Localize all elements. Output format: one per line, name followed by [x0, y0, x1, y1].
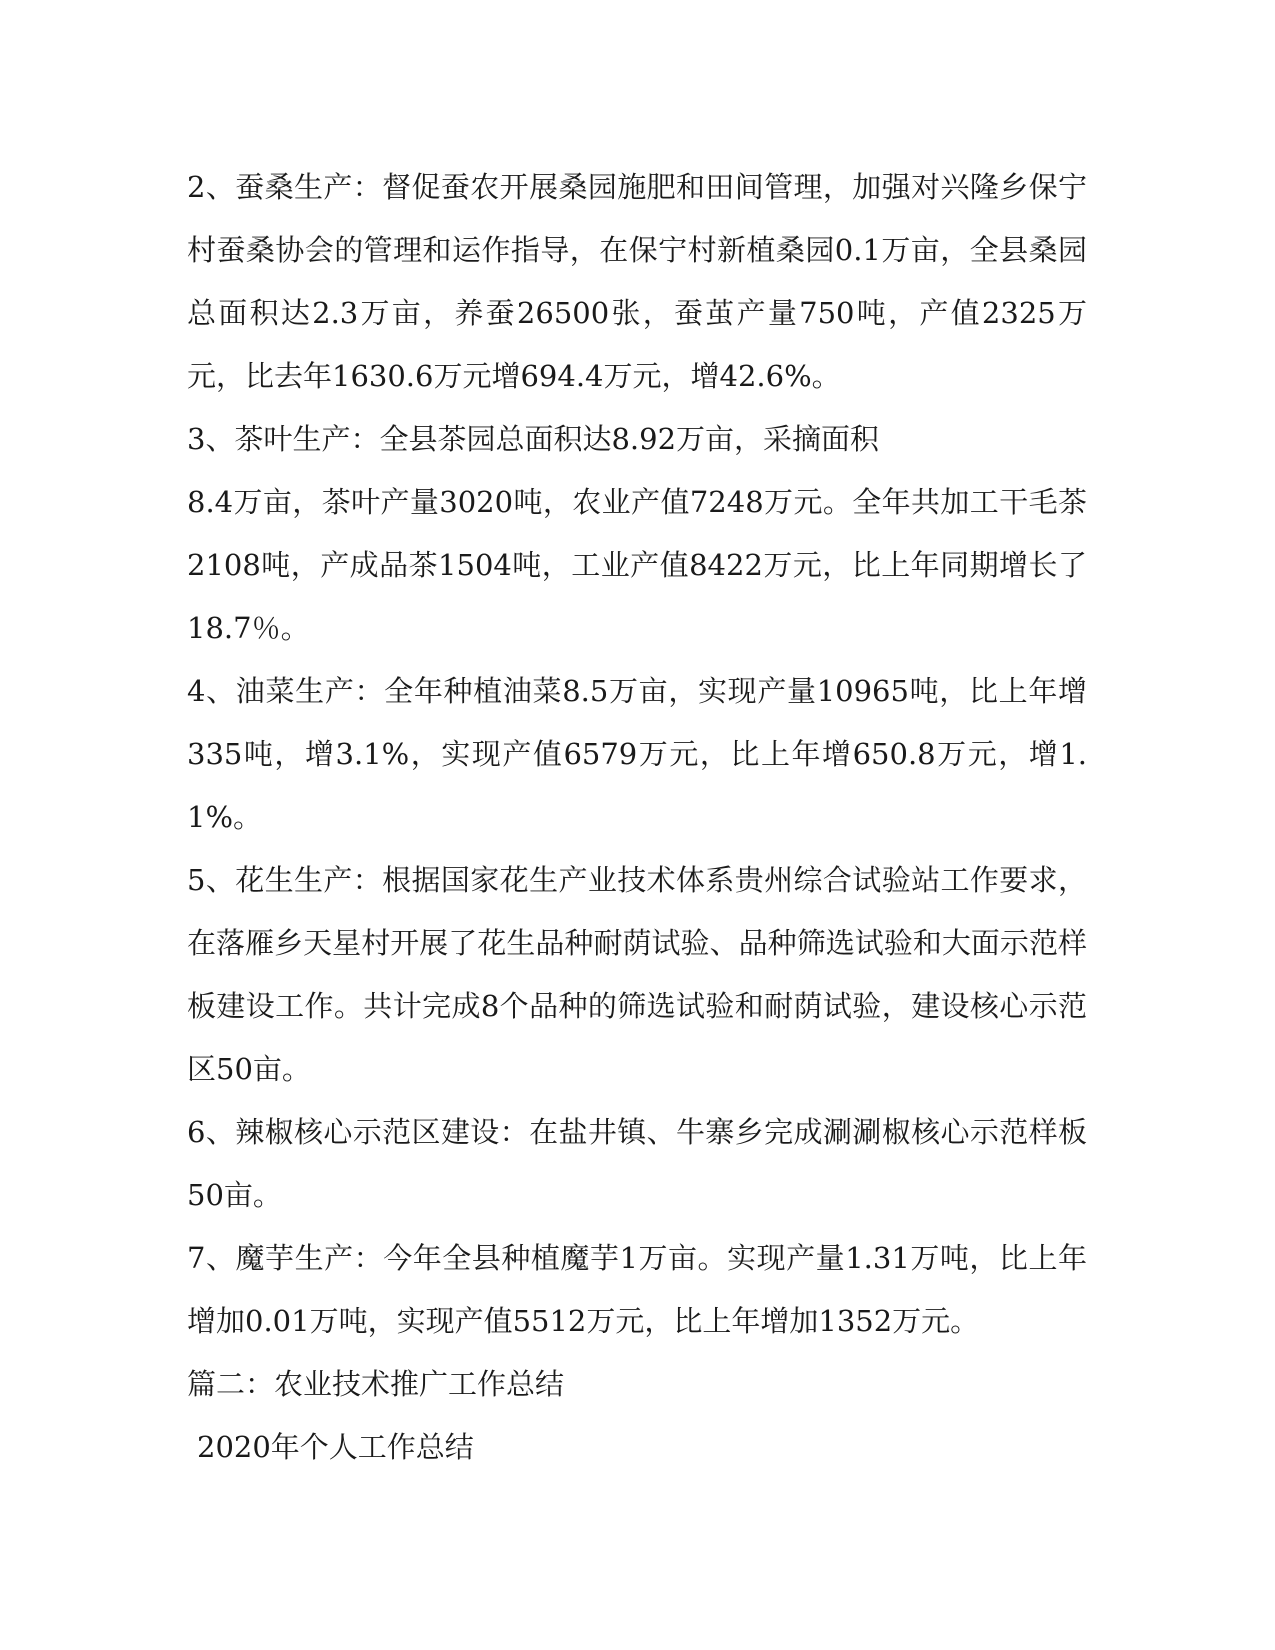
section-heading: 篇二：农业技术推广工作总结 [187, 1367, 565, 1401]
paragraph-konjac: 7、魔芋生产：今年全县种植魔芋1万亩。实现产量1.31万吨，比上年增加0.01万吨，实现产值5512万元，比上年增加1352万元。 [187, 1241, 1087, 1338]
paragraph-sericulture: 2、蚕桑生产：督促蚕农开展桑园施肥和田间管理，加强对兴隆乡保宁村蚕桑协会的管理和运作指导，在保宁村新植桑园0.1万亩，全县桑园总面积达2.3万亩，养蚕26500张，蚕茧产量750吨，产值2325万元，比去年1630.6万元增694.4万元，增42.6%。 [187, 170, 1087, 393]
paragraph-peanut: 5、花生生产：根据国家花生产业技术体系贵州综合试验站工作要求，在落雁乡天星村开展了花生品种耐荫试验、品种筛选试验和大面示范样板建设工作。共计完成8个品种的筛选试验和耐荫试验，建设核心示范区50亩。 [187, 863, 1087, 1086]
document-body [187, 156, 1087, 1479]
paragraph-tea-details: 8.4万亩，茶叶产量3020吨，农业产值7248万元。全年共加工干毛茶2108吨，产成品茶1504吨，工业产值8422万元，比上年同期增长了18.7％。 [187, 485, 1087, 645]
document-subtitle: 2020年个人工作总结 [197, 1430, 474, 1464]
paragraph-tea-heading: 3、茶叶生产：全县茶园总面积达8.92万亩，采摘面积 [187, 422, 880, 456]
paragraph-rapeseed: 4、油菜生产：全年种植油菜8.5万亩，实现产量10965吨，比上年增335吨，增3.1%，实现产值6579万元，比上年增650.8万元，增1.1%。 [187, 674, 1087, 834]
paragraph-pepper: 6、辣椒核心示范区建设：在盐井镇、牛寨乡完成涮涮椒核心示范样板50亩。 [187, 1115, 1087, 1212]
